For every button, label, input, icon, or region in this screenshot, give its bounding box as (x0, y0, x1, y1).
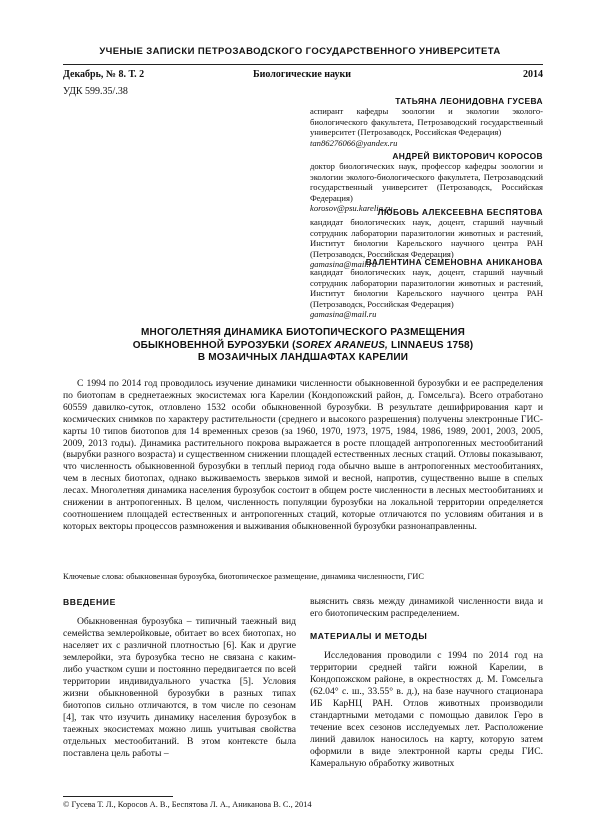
title-suffix: LINNAEUS 1758) (388, 339, 474, 351)
header-rule (63, 64, 543, 65)
title-latin-name: SOREX ARANEUS, (295, 339, 389, 351)
issue-row (63, 69, 543, 83)
title-prefix: ОБЫКНОВЕННОЙ БУРОЗУБКИ ( (132, 339, 296, 351)
author-email: gamasina@mail.ru (310, 259, 377, 270)
author-email: gamasina@mail.ru (310, 309, 377, 320)
section-name: Биологические науки (253, 69, 352, 80)
article-title-line: В МОЗАИЧНЫХ ЛАНДШАФТАХ КАРЕЛИИ (197, 352, 409, 363)
journal-title: УЧЕНЫЕ ЗАПИСКИ ПЕТРОЗАВОДСКОГО ГОСУДАРСТВЕННОГО УНИВЕРСИТЕТА (99, 46, 501, 57)
intro-paragraph: Обыкновенная бурозубка – типичный таежный вид семейства землеройковые, обитает во всех биотопах, но населяет их с различной плотностью [6]. Как и другие землеройки, эта бурозубка тесно не связана с каким-либо участком суши и постоянно передвигается по всей территории индивидуального участка [5]. Условия жизни обыкновенной бурозубки в разных типах биотопов сильно отличаются, в том числе по сезонам [4], так что изучить динамику населения бурозубок в таежных экосистемах можно лишь учитывая свойства отдельных местообитаний. В этом контексте была поставлена цель работы – (63, 616, 296, 759)
author-name: ВАЛЕНТИНА СЕМЕНОВНА АНИКАНОВА (365, 257, 543, 267)
author-affiliation: аспирант кафедры зоологии и экологии эколого-биологического факультета, Петрозаводский государственный университет (Петрозаводск, Российская Федерация) (310, 106, 543, 138)
methods-heading: МАТЕРИАЛЫ И МЕТОДЫ (310, 631, 428, 641)
issue-number: Декабрь, № 8. Т. 2 (63, 69, 145, 80)
intro-continuation: выяснить связь между динамикой численности вида и его биотопическим распределением. (310, 596, 543, 619)
abstract: С 1994 по 2014 год проводилось изучение динамики численности обыкновенной бурозубки и ее распределения по биотопам в среднетаежных экосистемах юга Карелии (Кондопожский район, д. Гомсельга). Всего отработано 60559 давилко-суток, отловлено 1532 особи обыкновенной бурозубки. В результате дешифрирования карт и космических снимков по характеру растительности (среднего и высокого разрешения) получены электронные ГИС-карты 10 типов биотопов для 14 временных срезов (за 1960, 1970, 1973, 1975, 1984, 1986, 1989, 2001, 2003, 2005, 2009, 2013 годы). Динамика растительного покрова выражается в росте площадей антропогенных местообитаний (вырубки разного возраста) и существенном снижении площадей естественных лесных стаций. Отловы показывают, что численность обыкновенной бурозубки в теплый период года обычно выше в антропогенных местообитаниях, чем в лесных биотопах, однако выживаемость зверьков зимой и весной, напротив, существенно выше в спелых лесах. Многолетняя динамика населения бурозубок состоит в общем росте численности в лесных местообитаниях и снижении в антропогенных. В целом, численность популяции бурозубки на локальной территории определяется соотношением площадей естественных и антропогенных стаций, которые отличаются по условиям обитания и в которых векторы процессов размножения и выживания обыкновенной бурозубки разнонаправленны. (63, 378, 543, 532)
author-affiliation: доктор биологических наук, профессор кафедры зоологии и экологии эколого-биологического факультета, Петрозаводский государственный университет (Петрозаводск, Российская Федерация) (310, 161, 543, 203)
copyright: © Гусева Т. Л., Коросов А. В., Беспятова Л. А., Аниканова В. С., 2014 (63, 800, 312, 809)
left-column (63, 596, 296, 760)
author-email: korosov@psu.karelia.ru (310, 203, 393, 214)
issue-year: 2014 (523, 69, 543, 80)
keywords: Ключевые слова: обыкновенная бурозубка, биотопическое размещение, динамика численности, ГИС (63, 572, 424, 581)
article-title-line (63, 340, 543, 353)
author-name: ТАТЬЯНА ЛЕОНИДОВНА ГУСЕВА (395, 96, 543, 106)
footnote-rule (63, 796, 173, 797)
author-name: ЛЮБОВЬ АЛЕКСЕЕВНА БЕСПЯТОВА (377, 207, 543, 217)
article-title (63, 327, 543, 365)
intro-heading: ВВЕДЕНИЕ (63, 597, 116, 607)
udk-code: УДК 599.35/.38 (63, 86, 128, 97)
author-affiliation: кандидат биологических наук, доцент, старший научный сотрудник лаборатории паразитологии животных и растений, Институт биологии Карельского научного центра РАН (Петрозаводск, Российская Федерация) (310, 217, 543, 259)
author-name: АНДРЕЙ ВИКТОРОВИЧ КОРОСОВ (392, 151, 543, 161)
right-column (310, 596, 543, 770)
methods-paragraph: Исследования проводили с 1994 по 2014 год на территории средней тайги южной Карелии, в Кондопожском районе, в окрестностях д. М. Гомсельга (62.04° с. ш., 33.55° в. д.), на базе научного стационара ИБ КарНЦ РАН. Отлов животных производили стандартными методами с помощью давилок Геро в течение всех сезонов исследуемых лет. Расположение линий давилок наносилось на карту, которую затем оформили в виде электронной карты среды ГИС. Камеральную обработку животных (310, 650, 543, 769)
author-email: tan86276066@yandex.ru (310, 137, 398, 148)
author-block (310, 257, 543, 319)
author-block (310, 96, 543, 148)
author-block (310, 151, 543, 213)
article-title-line: МНОГОЛЕТНЯЯ ДИНАМИКА БИОТОПИЧЕСКОГО РАЗМЕЩЕНИЯ (141, 327, 465, 338)
author-affiliation: кандидат биологических наук, доцент, старший научный сотрудник лаборатории паразитологии животных и растений, Институт биологии Карельского научного центра РАН (Петрозаводск, Российская Федерация) (310, 267, 543, 309)
